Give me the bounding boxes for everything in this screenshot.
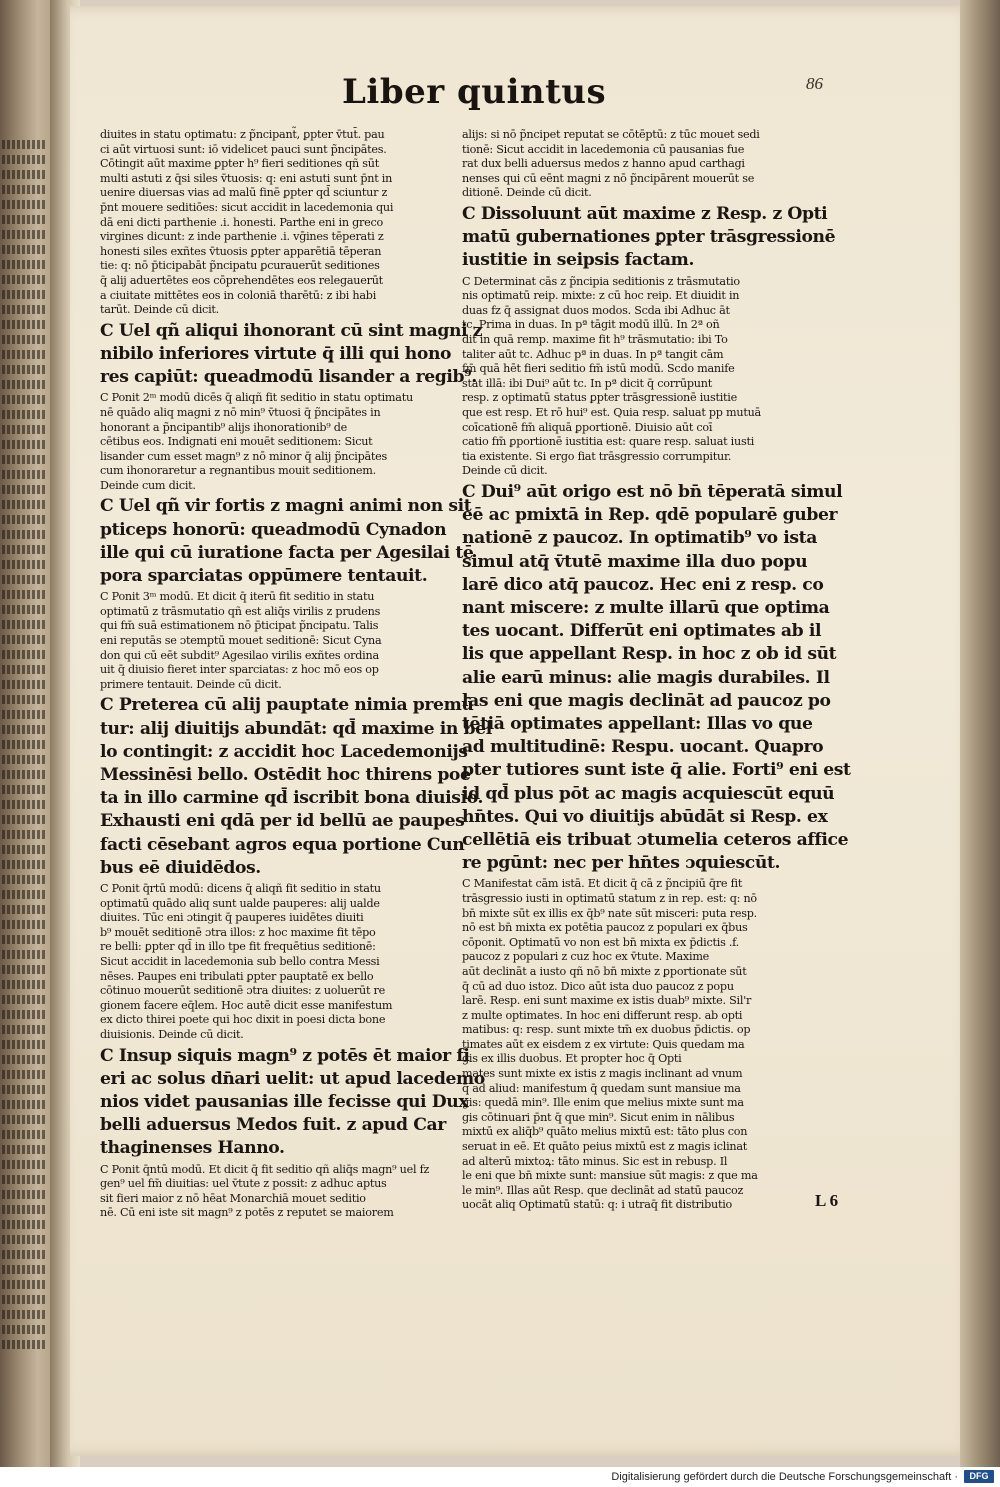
text-line: cum ihonoraretur a regnantibus mouit seditionem. <box>100 464 376 478</box>
text-line: virgines dicunt: z inde parthenie .i. vḡines tēperati z <box>100 230 384 244</box>
facing-page-line <box>2 590 46 599</box>
facing-page-line <box>2 155 46 164</box>
facing-page-line <box>2 455 46 464</box>
facing-page-line <box>2 470 46 479</box>
facing-page-line <box>2 410 46 419</box>
text-line: mixtū ex aliq̄b⁹ quāto melius mixtū est: tāto plus con <box>462 1125 748 1139</box>
text-line: diuisionis. Deinde cū dicit. <box>100 1028 244 1042</box>
text-line: honesti siles exñtes v̄tuosis ꝑpter apparētiā tēperan <box>100 244 382 258</box>
text-line: p̄nt mouere seditiōes: sicut accidit in lacedemonia qui <box>100 200 394 214</box>
facing-page-line <box>2 1010 46 1019</box>
text-line: lisander cum esset magn⁹ z nō minor q̄ alij p̃ncipātes <box>100 449 388 463</box>
text-line: seruat in eē. Et quāto peius mixtū est z magis iclinat <box>462 1140 748 1154</box>
text-line: cōtinuo mouerūt seditionē ɔtra diuites: z uoluerūt re <box>100 984 386 998</box>
text-line: qui fm̄ suā estimationem nō p̄ticipat p̃ncipatu. Talis <box>100 619 379 633</box>
facing-page-line <box>2 1175 46 1184</box>
text-line: honorant a p̃ncipantib⁹ alijs ihonorationib⁹ de <box>100 420 348 434</box>
text-line: gis cōtinuari p̄nt q̄ que min⁹. Sicut enim in nālibus <box>462 1110 735 1124</box>
facing-page-line <box>2 1055 46 1064</box>
facing-page-line <box>2 875 46 884</box>
text-line: simul atq̄ v̄tutē maxime illa duo popu <box>462 551 808 572</box>
facing-page-line <box>2 1310 46 1319</box>
text-line: pora sparciatas oppūmere tentauit. <box>100 566 428 587</box>
facing-page-line <box>2 845 46 854</box>
facing-page-line <box>2 1160 46 1169</box>
commentary-paragraph <box>100 882 442 1043</box>
facing-page-line <box>2 260 46 269</box>
text-line: eri ac solus dn̄ari uelit: ut apud lacedemo <box>100 1068 485 1089</box>
text-line: tia existente. Si ergo fiat trāsgressio corrumpitur. <box>462 449 732 463</box>
facing-page-line <box>2 545 46 554</box>
facing-page-line <box>2 860 46 869</box>
text-line: Messinēsi bello. Ostēdit hoc thirens poe <box>100 765 471 786</box>
facing-page-line <box>2 530 46 539</box>
facing-page-line <box>2 980 46 989</box>
text-line: re pgūnt: nec per hn̄tes ɔquiescūt. <box>462 853 781 874</box>
main-text-paragraph <box>462 203 836 273</box>
facing-page-line <box>2 665 46 674</box>
facing-page-line <box>2 1205 46 1214</box>
commentary-paragraph <box>462 275 804 479</box>
text-line: Cōtingit aūt maxime ꝑpter h⁹ fieri seditiones qñ sūt <box>100 157 379 171</box>
text-line: tie: q: nō p̄ticipabāt p̃ncipatu ꝑcurauerūt seditiones <box>100 259 380 273</box>
text-line: ille qui cū iuratione facta per Agesilai tē <box>100 542 474 563</box>
main-text-paragraph <box>100 495 474 588</box>
facing-page-line <box>2 140 46 149</box>
text-line: uenire diuersas vias ad malū finē ꝑpter qd̄ sciuntur z <box>100 186 388 200</box>
facing-page-line <box>2 785 46 794</box>
text-line: multi astuti z q̄si siles v̄tuosis: q: eni astuti sunt p̄nt in <box>100 171 393 185</box>
facing-page-line <box>2 965 46 974</box>
text-line: C Preterea cū alij pauptate nimia premū <box>100 695 474 716</box>
facing-page-line <box>2 1340 46 1349</box>
facing-page-line <box>2 1115 46 1124</box>
text-line: sit fieri maior z nō hēat Monarchiā mouet seditio <box>100 1191 366 1205</box>
text-line: tur: alij diuitijs abundāt: qd̄ maxime in bel <box>100 718 492 739</box>
text-line: catio fm̄ ꝑportionē iustitia est: quare resp. saluat iusti <box>462 435 755 449</box>
text-line: pter tutiores sunt iste q̄ alie. Forti⁹ eni est <box>462 760 851 781</box>
facing-page-line <box>2 335 46 344</box>
text-line: cōponit. Optimatū vo non est bn̄ mixta ex p̄dictis .f. <box>462 935 739 949</box>
facing-page-line <box>2 635 46 644</box>
facing-page-line <box>2 500 46 509</box>
text-line: coīcationē fm̄ aliquā ꝑportionē. Diuisio aūt coī <box>462 420 713 434</box>
text-line: le min⁹. Illas aūt Resp. que declināt ad statū paucoz <box>462 1183 744 1197</box>
text-line: que est resp. Et rō hui⁹ est. Quia resp. saluat pp mutuā <box>462 405 761 419</box>
text-line: aūt declināt a iusto qñ nō bn̄ mixte z ꝑportionate sūt <box>462 964 747 978</box>
left-text-column <box>100 128 492 1223</box>
folio-number: 86 <box>806 74 823 93</box>
text-line: optimatū z trāsmutatio qñ est aliq̄s virilis z prudens <box>100 604 381 618</box>
text-line: bus eē diuidēdos. <box>100 857 261 878</box>
facing-page-line <box>2 620 46 629</box>
facing-page-line <box>2 1145 46 1154</box>
text-line: facti cēsebant agros equa portione Cun <box>100 834 465 855</box>
text-line: C Uel qñ vir fortis z magni animi non sit <box>100 496 472 517</box>
text-line: eni reputās se ɔtemptū mouet seditionē: Sicut Cyna <box>100 634 382 648</box>
facing-page-line <box>2 770 46 779</box>
text-line: uit q̄ diuisio fieret inter sparciatas: z hoc mō eos op <box>100 663 379 677</box>
facing-page-line <box>2 1025 46 1034</box>
facing-page-line <box>2 605 46 614</box>
facing-page-line <box>2 485 46 494</box>
text-line: C Ponit q̄rtū modū: dicens q̄ aliqñ fit seditio in statu <box>100 882 381 896</box>
text-line: belli aduersus Medos fuit. z apud Car <box>100 1115 446 1136</box>
text-line: z multe optimates. In hoc eni differunt resp. ab opti <box>462 1008 743 1022</box>
text-line: tētiā optimates appellant: Illas vo que <box>462 713 813 734</box>
running-head: Liber quintus <box>342 72 607 112</box>
main-text-paragraph <box>100 320 483 390</box>
facing-page-line <box>2 395 46 404</box>
facing-page-line <box>2 515 46 524</box>
text-line: diuites in statu optimatu: z p̃ncipant̃, ꝑpter v̄tut̄. pau <box>100 128 385 141</box>
facing-page-line <box>2 725 46 734</box>
text-line: Deinde cum dicit. <box>100 478 196 492</box>
text-line: eē ac pmixtā in Rep. qdē popularē guber <box>462 505 838 526</box>
text-line: taliter aūt tc. Adhuc pª in duas. In pª tangit cām <box>462 347 724 361</box>
facing-page-line <box>2 1250 46 1259</box>
text-line: ad multitudinē: Respu. uocant. Quapro <box>462 737 824 758</box>
facing-page-line <box>2 1070 46 1079</box>
text-line: id qd̄ plus pōt ac magis acquiescūt equū <box>462 783 835 804</box>
text-line: nis optimatū reip. mixte: z cū hoc reip. Et diuidit in <box>462 289 740 303</box>
facing-page-line <box>2 1100 46 1109</box>
text-line: fm̄ quā hēt fieri seditio fm̄ istū modū. Scdo manife <box>462 362 735 376</box>
facing-page-line <box>2 380 46 389</box>
facing-page-line <box>2 1325 46 1334</box>
text-line: ci aūt virtuosi sunt: iō videlicet pauci sunt p̃ncipātes. <box>100 142 387 156</box>
text-line: ditionē. Deinde cū dicit. <box>462 186 592 200</box>
text-line: a ciuitate mittētes eos in coloniā tharētū: z ibi habi <box>100 288 377 302</box>
text-line: tc. Prima in duas. In pª tāgit modū illū. In 2ª oñ <box>462 318 720 332</box>
facing-page-line <box>2 350 46 359</box>
text-line: res capiūt: queadmodū lisander a regib⁹. <box>100 367 477 388</box>
text-line: ta in illo carmine qd̄ iscribit bona diuisio. <box>100 788 484 809</box>
facing-page-line <box>2 170 46 179</box>
facing-page-line <box>2 1085 46 1094</box>
commentary-paragraph <box>462 128 804 201</box>
facing-page-line <box>2 800 46 809</box>
text-line: ad alterū mixtoꝝ: tāto minus. Sic est in rebusp. Il <box>462 1154 728 1168</box>
text-line: C Determinat cās z p̃ncipia seditionis z trāsmutatio <box>462 274 740 288</box>
text-line: cētibus eos. Indignati eni mouēt seditionem: Sicut <box>100 435 373 449</box>
text-line: tionē: Sicut accidit in lacedemonia cū pausanias fue <box>462 142 745 156</box>
text-line: Deinde cū dicit. <box>462 464 548 478</box>
text-line: dit in quā remp. maxime fit h⁹ trāsmutatio: ibi To <box>462 332 728 346</box>
facing-page-line <box>2 320 46 329</box>
facing-page-line <box>2 275 46 284</box>
facing-page-line <box>2 950 46 959</box>
page-block-edge <box>960 0 1000 1467</box>
text-line: gis ex illis duobus. Et propter hoc q̄ Opti <box>462 1052 682 1066</box>
text-line: C Dui⁹ aūt origo est nō bn̄ tēperatā simul <box>462 481 843 502</box>
text-line: nō est bn̄ mixta ex potētia paucoz z populari ex q̄bus <box>462 921 748 935</box>
text-line: nē quādo aliq magni z nō min⁹ v̄tuosi q̄ p̃ncipātes in <box>100 405 381 419</box>
commentary-paragraph <box>100 391 442 493</box>
text-line: stat illā: ibi Dui⁹ aūt tc. In pª dicit q̄ corrūpunt <box>462 376 712 390</box>
main-text-paragraph <box>100 694 492 880</box>
facing-page-line <box>2 1280 46 1289</box>
facing-page-line <box>2 215 46 224</box>
text-line: C Dissoluunt aūt maxime z Resp. z Opti <box>462 203 828 224</box>
text-line: nē. Cū eni iste sit magn⁹ z potēs z reputet se maiorem <box>100 1206 394 1220</box>
commentary-paragraph <box>100 1163 442 1221</box>
text-line: q̄ cū ad duo istoz. Dico aūt ista duo paucoz z popu <box>462 979 734 993</box>
text-line: cellētiā eis tribuat ɔtumelia ceteros affice <box>462 829 849 850</box>
text-line: re belli: ꝑpter qd̄ in illo tpe fit frequētius seditionē: <box>100 940 376 954</box>
text-line: larē. Resp. eni sunt maxime ex istis duab⁹ mixte. Sil'r <box>462 994 752 1008</box>
text-line: le eni que bn̄ mixte sunt: mansiue sūt magis: z que ma <box>462 1169 758 1183</box>
facing-page-line <box>2 890 46 899</box>
text-line: thaginenses Hanno. <box>100 1138 285 1159</box>
text-line: optimatū quādo aliq sunt ualde pauperes: alij ualde <box>100 896 380 910</box>
text-line: Exhausti eni qdā per id bellū ae paupes <box>100 811 465 832</box>
text-line: paucoz z populari z cuz hoc ex v̄tute. Maxime <box>462 950 710 964</box>
facing-page-line <box>2 290 46 299</box>
text-line: C Ponit q̄ntū modū. Et dicit q̄ fit seditio qñ aliq̄s magn⁹ uel fz <box>100 1162 430 1176</box>
text-line: rat dux belli aduersus medos z hanno apud carthagi <box>462 157 745 171</box>
facing-page-line <box>2 680 46 689</box>
text-line: C Uel qñ aliqui ihonorant cū sint magni z <box>100 320 483 341</box>
footer-credit: Digitalisierung gefördert durch die Deutsche Forschungsgemeinschaft · <box>611 1471 958 1483</box>
facing-page-line <box>2 815 46 824</box>
text-line: nenses qui cū eēnt magni z nō p̃ncipārent mouerūt se <box>462 171 755 185</box>
text-line: q̄ ad aliud: manifestum q̄ quedam sunt mansiue ma <box>462 1081 741 1095</box>
facing-page-line <box>2 1130 46 1139</box>
commentary-paragraph <box>100 590 442 692</box>
facing-page-line <box>2 230 46 239</box>
facing-page-line <box>2 830 46 839</box>
facing-page-line <box>2 1220 46 1229</box>
facing-page-line <box>2 305 46 314</box>
facing-page-line <box>2 650 46 659</box>
facing-page-line <box>2 1295 46 1304</box>
text-line: nant miscere: z multe illarū que optima <box>462 597 830 618</box>
text-line: matū gubernationes ꝑpter trāsgressionē <box>462 227 836 248</box>
text-line: Sicut accidit in lacedemonia sub bello contra Messi <box>100 955 380 969</box>
text-line: C Manifestat cām istā. Et dicit q̄ cā z p̃ncipiū q̄re fit <box>462 877 743 891</box>
text-line: trāsgressio iusti in optimatū statum z in rep. est: q: nō <box>462 891 757 905</box>
signature-mark: L 6 <box>815 1191 839 1210</box>
facing-page-line <box>2 440 46 449</box>
text-line: gen⁹ uel fm̄ diuitias: uel v̄tute z possit: z adhuc aptus <box>100 1177 387 1191</box>
text-line: iustitie in seipsis factam. <box>462 250 695 271</box>
text-line: primere tentauit. Deinde cū dicit. <box>100 677 282 691</box>
facing-page-line <box>2 905 46 914</box>
commentary-paragraph <box>462 877 804 1213</box>
text-line: matibus: q: resp. sunt mixte tm̄ ex duobus p̄dictis. op <box>462 1023 751 1037</box>
text-line: lis que appellant Resp. in hoc z ob id sūt <box>462 644 837 665</box>
text-line: tarūt. Deinde cū dicit. <box>100 303 219 317</box>
facing-page-line <box>2 245 46 254</box>
previous-page-edge <box>0 0 50 1467</box>
facing-page-line <box>2 695 46 704</box>
facing-page-line <box>2 1190 46 1199</box>
facing-page-line <box>2 575 46 584</box>
facing-page-line <box>2 995 46 1004</box>
text-line: las eni que magis declināt ad paucoz po <box>462 690 831 711</box>
dfg-logo-icon: DFG <box>964 1470 994 1483</box>
text-line: C Ponit 3ᵐ modū. Et dicit q̄ iterū fit seditio in statu <box>100 590 375 604</box>
digitization-footer <box>0 1467 1000 1487</box>
text-line: nēses. Paupes eni tribulati ꝑpter pauptatē ex bello <box>100 969 374 983</box>
text-line: don qui cū eēt subdit⁹ Agesilao virilis exñtes ordina <box>100 648 379 662</box>
text-line: mates sunt mixte ex istis z magis inclinant ad vnum <box>462 1067 743 1081</box>
text-line: uocāt aliq Optimatū statū: q: i utraq̄ fit distributio <box>462 1198 733 1212</box>
facing-page-line <box>2 935 46 944</box>
facing-page-line <box>2 560 46 569</box>
text-line: hn̄tes. Qui vo diuitijs abūdāt si Resp. ex <box>462 806 828 827</box>
text-line: gis: quedā min⁹. Ille enim que melius mixte sunt ma <box>462 1096 744 1110</box>
text-line: nationē z paucoz. In optimatib⁹ vo ista <box>462 528 817 549</box>
text-line: gionem facere eq̄lem. Hoc autē dicit esse manifestum <box>100 998 393 1012</box>
facing-page-line <box>2 1235 46 1244</box>
facing-page-line <box>2 710 46 719</box>
main-text-paragraph <box>462 481 851 875</box>
text-line: dā eni dicti parthenie .i. honesti. Parthe eni in greco <box>100 215 383 229</box>
text-line: alijs: si nō p̃ncipet reputat se cōtēptū: z tūc mouet sedi <box>462 128 760 141</box>
text-line: ex dicto thirei poete qui hoc dixit in poesi dicta bone <box>100 1013 386 1027</box>
text-line: alie earū minus: alie magis durabiles. Il <box>462 667 830 688</box>
text-line: tes uocant. Differūt eni optimates ab il <box>462 621 822 642</box>
text-line: timates aūt ex eisdem z ex virtute: Quis quedam ma <box>462 1037 745 1051</box>
text-line: larē dico atq̄ paucoz. Hec eni z resp. co <box>462 574 824 595</box>
facing-page-line <box>2 425 46 434</box>
facing-page-line <box>2 1040 46 1049</box>
text-line: diuites. Tūc eni ɔtingit q̄ pauperes iuidētes diuiti <box>100 911 364 925</box>
text-line: C Insup siquis magn⁹ z potēs ēt maior fi <box>100 1045 470 1066</box>
facing-page-line <box>2 920 46 929</box>
text-line: b⁹ mouēt seditionē ɔtra illos: z hoc maxime fit tēpo <box>100 925 376 939</box>
text-line: duas fz q̄ assignat duos modos. Scda ibi Adhuc āt <box>462 303 730 317</box>
facing-page-line <box>2 755 46 764</box>
facing-page-line <box>2 740 46 749</box>
text-line: nios videt pausanias ille fecisse qui Dux <box>100 1092 469 1113</box>
facing-page-line <box>2 200 46 209</box>
text-line: lo contingit: z accidit hoc Lacedemonijs <box>100 741 468 762</box>
text-line: nibilo inferiores virtute q̄ illi qui hono <box>100 343 452 364</box>
text-line: q̄ alij aduertētes eos cōprehendētes eos relegauerūt <box>100 273 383 287</box>
commentary-paragraph <box>100 128 442 318</box>
main-text-paragraph <box>100 1045 485 1161</box>
facing-page-line <box>2 1265 46 1274</box>
text-line: bn̄ mixte sūt ex illis ex q̄b⁹ nate sūt misceri: puta resp. <box>462 906 757 920</box>
text-line: pticeps honorū: queadmodū Cynadon <box>100 519 447 540</box>
text-line: resp. z optimatū status ꝑpter trāsgressionē iustitie <box>462 391 737 405</box>
facing-page-line <box>2 185 46 194</box>
facing-page-line <box>2 365 46 374</box>
text-line: C Ponit 2ᵐ modū dicēs q̄ aliqñ fit seditio in statu optimatu <box>100 391 413 405</box>
